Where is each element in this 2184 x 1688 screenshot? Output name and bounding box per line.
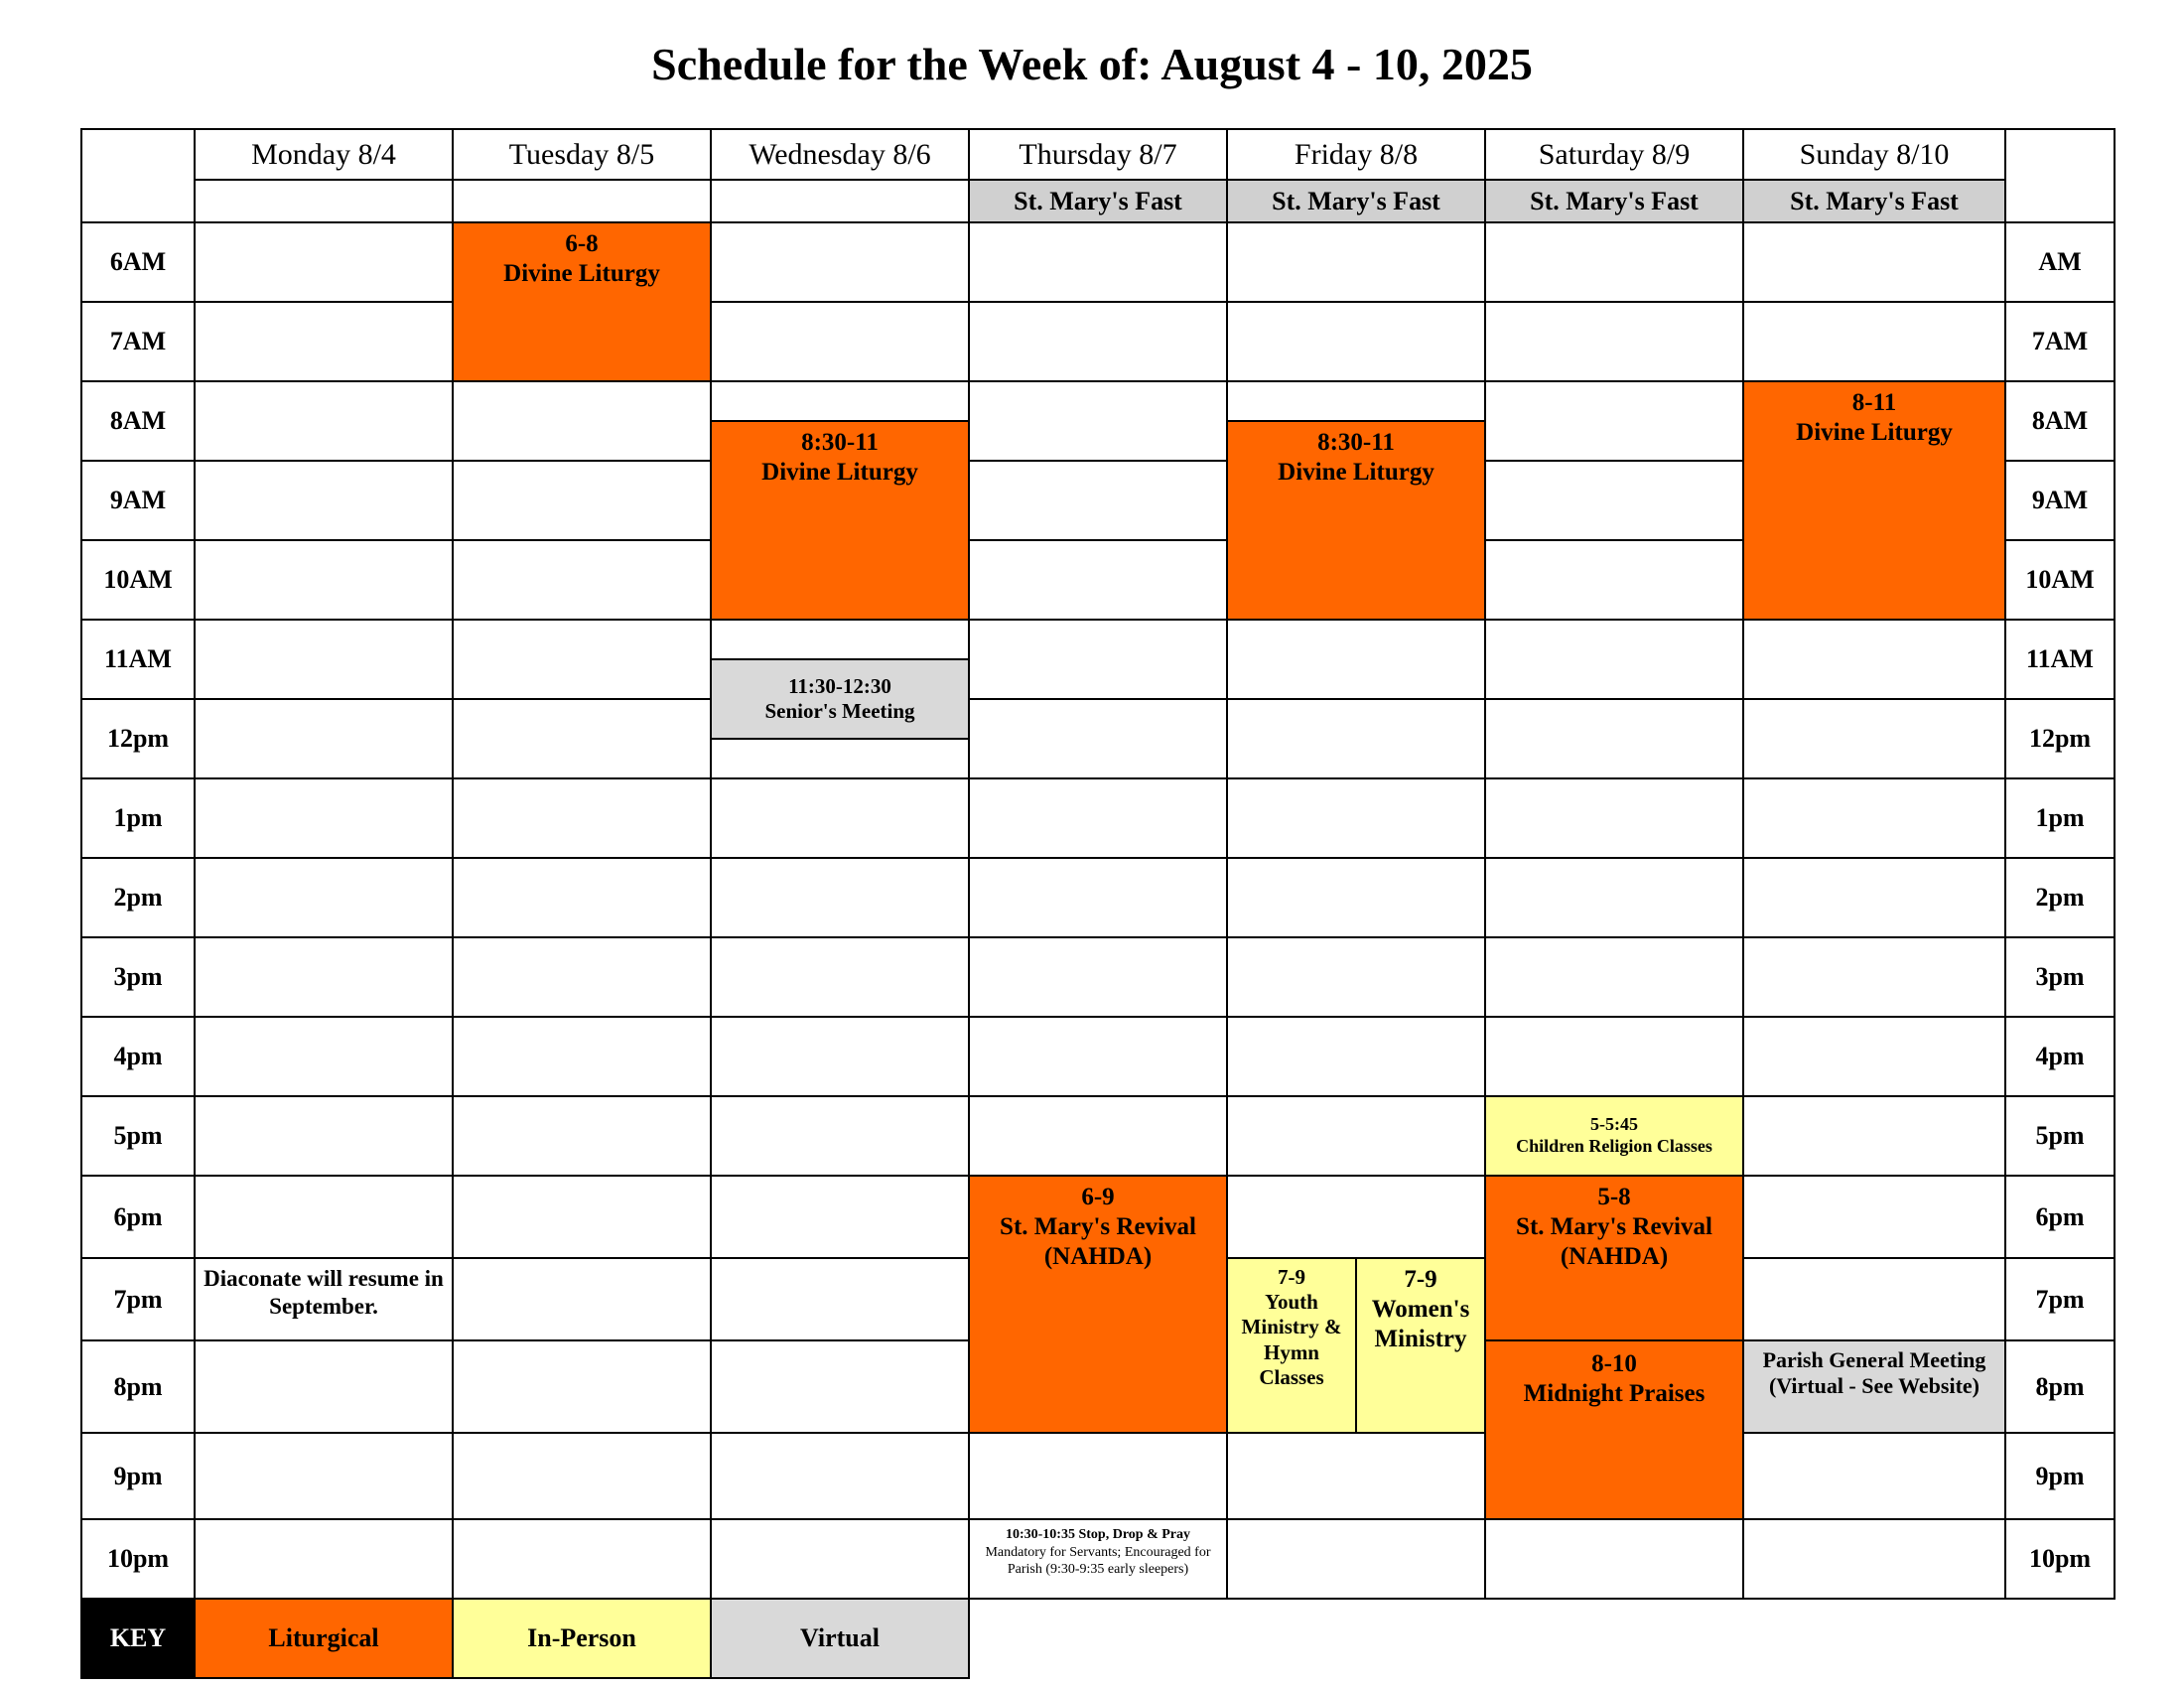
event-thursday-revival <box>968 1175 1228 1434</box>
grid-cell <box>968 539 1228 621</box>
grid-cell <box>1484 460 1744 541</box>
note-thursday-stop-drop-pray <box>968 1518 1228 1600</box>
event-time: 8-10 <box>1591 1350 1637 1377</box>
key-label: KEY <box>80 1598 196 1679</box>
event-time: 6-8 <box>565 230 599 257</box>
grid-cell <box>710 936 970 1018</box>
event-title: Parish General Meeting <box>1762 1347 1986 1372</box>
grid-cell <box>1226 857 1486 938</box>
grid-cell <box>1226 1175 1486 1259</box>
grid-cell <box>710 1016 970 1097</box>
time-label-right: 2pm <box>2004 857 2116 938</box>
grid-cell <box>1742 619 2006 700</box>
event-title: St. Mary's Revival (NAHDA) <box>1000 1213 1196 1270</box>
grid-cell <box>1742 698 2006 779</box>
grid-cell <box>1742 1175 2006 1259</box>
grid-cell <box>194 619 454 700</box>
grid-cell <box>1484 936 1744 1018</box>
grid-cell <box>1484 1016 1744 1097</box>
day-note-wednesday <box>710 179 970 223</box>
grid-cell <box>968 1432 1228 1520</box>
grid-cell <box>1226 777 1486 859</box>
grid-cell <box>1742 1016 2006 1097</box>
grid-cell <box>194 539 454 621</box>
event-time: 7-9 <box>1404 1266 1437 1293</box>
time-label-left: 10pm <box>80 1518 196 1600</box>
time-label-left: 8pm <box>80 1339 196 1434</box>
grid-cell <box>194 380 454 462</box>
grid-cell <box>968 698 1228 779</box>
grid-cell <box>1226 1518 1486 1600</box>
grid-cell <box>1484 301 1744 382</box>
grid-cell <box>1226 619 1486 700</box>
event-title: Divine Liturgy <box>503 260 660 287</box>
grid-cell <box>1484 380 1744 462</box>
time-label-right: 10AM <box>2004 539 2116 621</box>
header-corner-left <box>80 128 196 223</box>
grid-cell <box>968 857 1228 938</box>
time-label-left: 10AM <box>80 539 196 621</box>
day-header-saturday: Saturday 8/9 <box>1484 128 1744 181</box>
grid-cell <box>710 1339 970 1434</box>
time-label-right: 7pm <box>2004 1257 2116 1341</box>
grid-cell <box>194 460 454 541</box>
day-header-monday: Monday 8/4 <box>194 128 454 181</box>
grid-cell <box>710 301 970 382</box>
event-title: Divine Liturgy <box>1278 459 1434 486</box>
event-time: 7-9 <box>1278 1265 1305 1289</box>
key-in-person: In-Person <box>452 1598 712 1679</box>
event-wednesday-divine-liturgy <box>710 420 970 621</box>
grid-cell <box>968 460 1228 541</box>
grid-cell <box>1226 1095 1486 1177</box>
event-friday-womens-ministry <box>1355 1257 1486 1434</box>
grid-cell <box>452 1518 712 1600</box>
time-label-right: 8pm <box>2004 1339 2116 1434</box>
grid-cell <box>968 301 1228 382</box>
time-label-right: 11AM <box>2004 619 2116 700</box>
grid-cell <box>710 777 970 859</box>
event-title: Senior's Meeting <box>764 699 915 723</box>
event-wednesday-seniors-meeting <box>710 658 970 740</box>
grid-cell <box>1742 936 2006 1018</box>
grid-cell <box>710 1432 970 1520</box>
grid-cell <box>968 1016 1228 1097</box>
day-header-sunday: Sunday 8/10 <box>1742 128 2006 181</box>
note-monday-diaconate <box>194 1257 454 1434</box>
grid-cell <box>452 1175 712 1259</box>
day-header-wednesday: Wednesday 8/6 <box>710 128 970 181</box>
grid-cell <box>1742 1518 2006 1600</box>
grid-cell <box>1226 301 1486 382</box>
grid-cell <box>710 1175 970 1259</box>
grid-cell <box>194 301 454 382</box>
event-tuesday-divine-liturgy <box>452 221 712 382</box>
grid-cell <box>194 936 454 1018</box>
time-label-right: 5pm <box>2004 1095 2116 1177</box>
grid-cell <box>1484 1518 1744 1600</box>
event-time: 6-9 <box>1081 1184 1115 1210</box>
grid-cell <box>968 936 1228 1018</box>
event-time: 8:30-11 <box>1317 429 1395 456</box>
time-label-left: 9AM <box>80 460 196 541</box>
day-note-tuesday <box>452 179 712 223</box>
header-corner-right <box>2004 128 2116 223</box>
grid-cell <box>968 777 1228 859</box>
time-label-left: 2pm <box>80 857 196 938</box>
grid-cell <box>194 1095 454 1177</box>
grid-cell <box>452 1016 712 1097</box>
grid-cell <box>194 857 454 938</box>
grid-cell <box>1226 1432 1486 1520</box>
time-label-left: 6pm <box>80 1175 196 1259</box>
time-label-left: 6AM <box>80 221 196 303</box>
grid-cell <box>1742 857 2006 938</box>
grid-cell <box>452 857 712 938</box>
time-label-right: 3pm <box>2004 936 2116 1018</box>
fast-label-thursday: St. Mary's Fast <box>968 179 1228 223</box>
event-title: Women's Ministry <box>1371 1296 1470 1352</box>
grid-cell <box>452 380 712 462</box>
grid-cell <box>194 777 454 859</box>
grid-cell <box>452 539 712 621</box>
time-label-right: 1pm <box>2004 777 2116 859</box>
time-label-right: 4pm <box>2004 1016 2116 1097</box>
note-text: Diaconate will resume in September. <box>204 1266 444 1319</box>
time-label-right: 12pm <box>2004 698 2116 779</box>
time-label-left: 1pm <box>80 777 196 859</box>
time-label-left: 11AM <box>80 619 196 700</box>
fast-label-sunday: St. Mary's Fast <box>1742 179 2006 223</box>
grid-cell <box>1484 857 1744 938</box>
grid-cell <box>968 1095 1228 1177</box>
grid-cell <box>1484 619 1744 700</box>
day-header-friday: Friday 8/8 <box>1226 128 1486 181</box>
time-label-right: 6pm <box>2004 1175 2116 1259</box>
grid-cell <box>194 1016 454 1097</box>
event-friday-youth-ministry <box>1226 1257 1357 1434</box>
grid-cell <box>1484 539 1744 621</box>
event-note: (Virtual - See Website) <box>1768 1373 1980 1399</box>
grid-cell <box>452 619 712 700</box>
grid-cell <box>452 698 712 779</box>
key-liturgical: Liturgical <box>194 1598 454 1679</box>
grid-cell <box>1742 1257 2006 1341</box>
time-label-right: 8AM <box>2004 380 2116 462</box>
time-label-right: 10pm <box>2004 1518 2116 1600</box>
event-time: 11:30-12:30 <box>788 673 891 698</box>
time-label-left: 8AM <box>80 380 196 462</box>
grid-cell <box>1742 1095 2006 1177</box>
event-title: Divine Liturgy <box>1796 419 1953 446</box>
event-sunday-divine-liturgy <box>1742 380 2006 621</box>
fast-label-friday: St. Mary's Fast <box>1226 179 1486 223</box>
event-title: St. Mary's Revival (NAHDA) <box>1516 1213 1712 1270</box>
time-label-left: 12pm <box>80 698 196 779</box>
grid-cell <box>1484 698 1744 779</box>
event-saturday-revival <box>1484 1175 1744 1341</box>
grid-cell <box>1226 1016 1486 1097</box>
time-label-right: 9pm <box>2004 1432 2116 1520</box>
grid-cell <box>194 1432 454 1520</box>
day-header-tuesday: Tuesday 8/5 <box>452 128 712 181</box>
grid-cell <box>194 1518 454 1600</box>
grid-cell <box>710 221 970 303</box>
time-label-right: 7AM <box>2004 301 2116 382</box>
grid-cell <box>194 1175 454 1259</box>
event-time: 8-11 <box>1851 389 1897 416</box>
time-label-left: 9pm <box>80 1432 196 1520</box>
grid-cell <box>1484 777 1744 859</box>
event-saturday-children-classes <box>1484 1095 1744 1177</box>
time-label-left: 4pm <box>80 1016 196 1097</box>
event-title: Youth Ministry & Hymn Classes <box>1241 1290 1342 1389</box>
grid-cell <box>1742 301 2006 382</box>
time-label-right: AM <box>2004 221 2116 303</box>
note-title: 10:30-10:35 Stop, Drop & Pray <box>1005 1527 1190 1542</box>
time-label-right: 9AM <box>2004 460 2116 541</box>
page-title: Schedule for the Week of: August 4 - 10, 2025 <box>651 39 1533 89</box>
event-time: 5-8 <box>1597 1184 1631 1210</box>
grid-cell <box>1484 221 1744 303</box>
grid-cell <box>710 1518 970 1600</box>
grid-cell <box>194 221 454 303</box>
key-virtual: Virtual <box>710 1598 970 1679</box>
grid-cell <box>710 1257 970 1341</box>
grid-cell <box>710 1095 970 1177</box>
note-text: Mandatory for Servants; Encouraged for Parish (9:30-9:35 early sleepers) <box>985 1544 1211 1577</box>
grid-cell <box>452 1432 712 1520</box>
event-time: 5-5:45 <box>1590 1114 1638 1135</box>
time-label-left: 5pm <box>80 1095 196 1177</box>
grid-cell <box>1226 698 1486 779</box>
day-note-monday <box>194 179 454 223</box>
time-label-left: 3pm <box>80 936 196 1018</box>
event-time: 8:30-11 <box>801 429 879 456</box>
grid-cell <box>452 1095 712 1177</box>
grid-cell <box>1742 1432 2006 1520</box>
event-title: Midnight Praises <box>1523 1380 1706 1407</box>
grid-cell <box>452 460 712 541</box>
grid-cell <box>452 1339 712 1434</box>
grid-cell <box>1742 221 2006 303</box>
grid-cell <box>710 857 970 938</box>
event-friday-divine-liturgy <box>1226 420 1486 621</box>
grid-cell <box>968 619 1228 700</box>
grid-cell <box>968 380 1228 462</box>
grid-cell <box>452 777 712 859</box>
time-label-left: 7pm <box>80 1257 196 1341</box>
event-title: Children Religion Classes <box>1516 1136 1712 1156</box>
grid-cell <box>194 698 454 779</box>
event-saturday-midnight-praises <box>1484 1339 1744 1520</box>
event-title: Divine Liturgy <box>761 459 918 486</box>
grid-cell <box>1742 777 2006 859</box>
grid-cell <box>452 1257 712 1341</box>
fast-label-saturday: St. Mary's Fast <box>1484 179 1744 223</box>
grid-cell <box>452 936 712 1018</box>
time-label-left: 7AM <box>80 301 196 382</box>
grid-cell <box>968 221 1228 303</box>
day-header-thursday: Thursday 8/7 <box>968 128 1228 181</box>
event-sunday-parish-meeting <box>1742 1339 2006 1434</box>
grid-cell <box>1226 221 1486 303</box>
grid-cell <box>1226 936 1486 1018</box>
